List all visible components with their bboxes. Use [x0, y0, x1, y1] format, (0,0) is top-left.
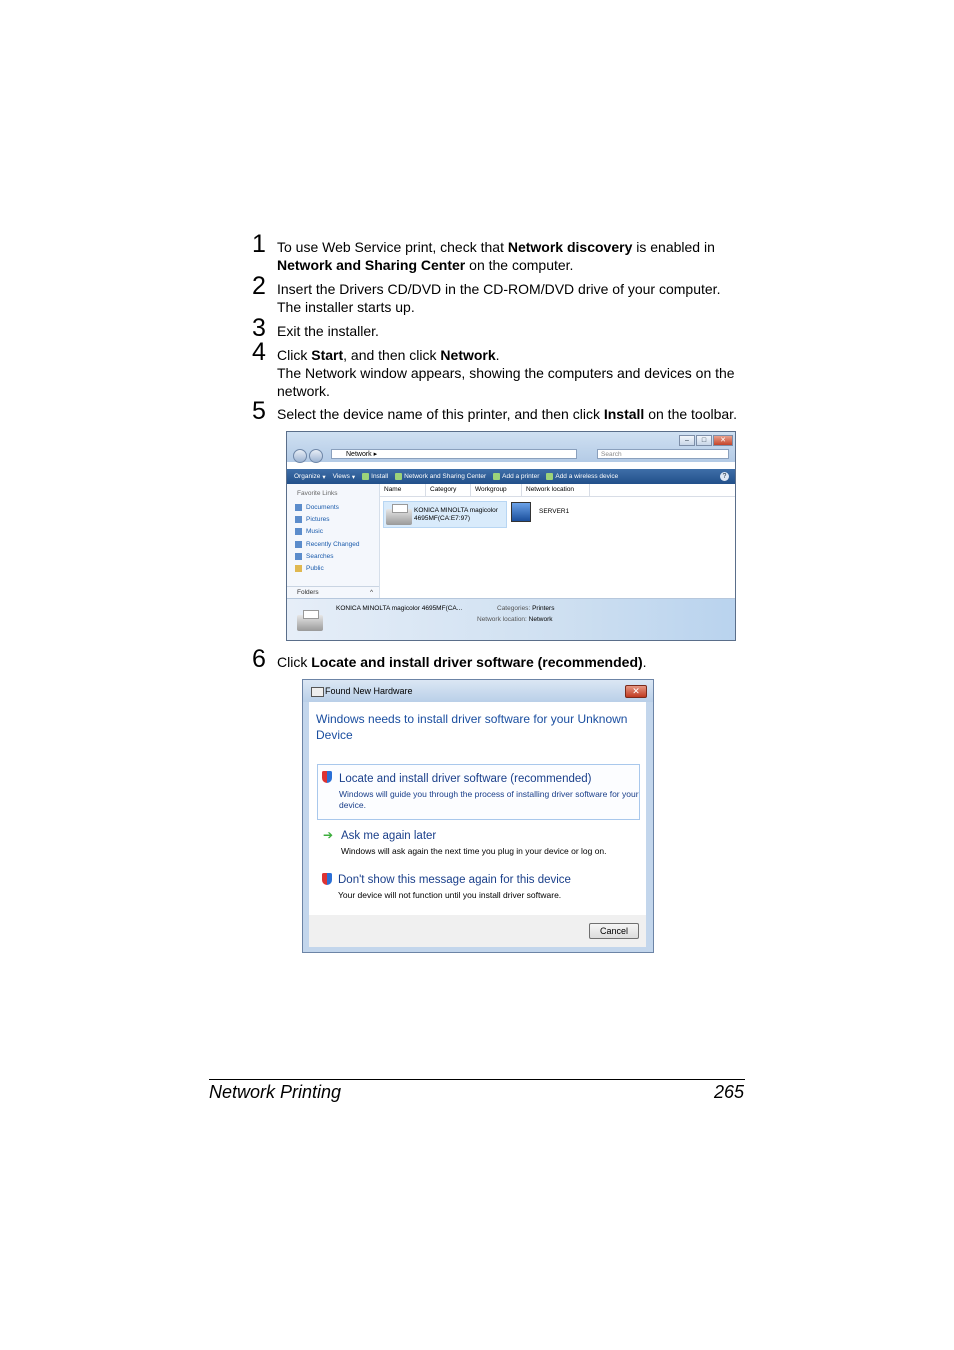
step-number-4: 4 [252, 338, 266, 366]
printer-icon [386, 509, 412, 525]
toolbar [287, 469, 735, 484]
search-input[interactable]: Search [597, 449, 729, 459]
details-categories: Categories: Printers [497, 605, 555, 612]
dialog-title-bar [303, 680, 653, 702]
found-new-hardware-dialog [302, 679, 654, 953]
help-icon[interactable]: ? [720, 472, 729, 481]
column-name[interactable]: Name [380, 484, 426, 496]
toolbar-network-sharing-center[interactable]: Network and Sharing Center [395, 473, 486, 480]
step-number-3: 3 [252, 314, 266, 342]
server-item-label[interactable]: SERVER1 [539, 508, 570, 515]
window-controls [679, 435, 733, 446]
forward-arrow-icon[interactable] [309, 449, 323, 463]
window-title-bar [287, 432, 735, 462]
step-number-1: 1 [252, 230, 266, 258]
cancel-button[interactable]: Cancel [589, 923, 639, 939]
nav-item-pictures[interactable]: Pictures [295, 516, 329, 523]
green-arrow-icon: ➔ [323, 828, 334, 842]
maximize-icon[interactable]: □ [696, 435, 712, 446]
nav-item-documents[interactable]: Documents [295, 504, 339, 511]
toolbar-views[interactable]: Views ▾ [332, 473, 356, 481]
footer-section-title: Network Printing [209, 1082, 342, 1102]
documents-icon [295, 504, 302, 511]
dialog-footer [309, 915, 646, 947]
device-name-line2: 4695MF(CA:E7:97) [414, 515, 470, 522]
hardware-icon [311, 687, 324, 697]
page-number: 265 [714, 1082, 745, 1102]
music-icon [295, 528, 302, 535]
details-device-name: KONICA MINOLTA magicolor 4695MF(CA... [336, 605, 463, 612]
favorite-links-heading: Favorite Links [297, 490, 338, 497]
address-bar[interactable]: Network ▸ [331, 449, 577, 459]
step-number-5: 5 [252, 397, 266, 425]
chevron-up-icon: ^ [369, 589, 373, 596]
toolbar-add-wireless-device[interactable]: Add a wireless device [546, 473, 618, 480]
option-dont-show-desc: Your device will not function until you install driver software. [338, 890, 562, 900]
back-arrow-icon[interactable] [293, 449, 307, 463]
column-network-location[interactable]: Network location [522, 484, 590, 496]
printer-device-item[interactable] [383, 501, 507, 528]
folders-toggle[interactable]: Folders ^ [287, 586, 379, 598]
printer-small-icon [493, 473, 500, 480]
toolbar-organize[interactable]: Organize ▾ [294, 473, 326, 481]
option-locate-install[interactable] [317, 764, 640, 820]
close-icon[interactable]: ✕ [625, 685, 647, 698]
navigation-pane [287, 484, 380, 598]
dialog-body [309, 702, 646, 915]
step-2-text: Insert the Drivers CD/DVD in the CD-ROM/DVD drive of your computer. The installer starts up. [277, 281, 721, 315]
pictures-icon [295, 516, 302, 523]
step-number-2: 2 [252, 272, 266, 300]
option-ask-later-desc: Windows will ask again the next time you plug in your device or log on. [341, 846, 607, 856]
nav-item-recently-changed[interactable]: Recently Changed [295, 541, 359, 548]
step-4-text: Click Start, and then click Network. The Network window appears, showing the computers and devices on the network. [277, 347, 735, 399]
step-3-text: Exit the installer. [277, 323, 379, 339]
close-icon[interactable]: ✕ [713, 435, 733, 446]
step-1-text: To use Web Service print, check that Network discovery is enabled in Network and Sharing Center on the computer. [277, 239, 715, 273]
option-locate-install-desc: Windows will guide you through the process of installing driver software for your device. [339, 789, 639, 810]
device-name-line1: KONICA MINOLTA magicolor [414, 507, 498, 514]
searches-icon [295, 553, 302, 560]
column-headers [380, 484, 735, 497]
step-number-6: 6 [252, 645, 266, 673]
details-pane [287, 598, 735, 641]
shield-icon [322, 873, 332, 885]
dialog-heading: Windows needs to install driver software for your Unknown Device [316, 712, 628, 742]
install-icon [362, 473, 369, 480]
network-window-screenshot [286, 431, 736, 641]
printer-large-icon [297, 615, 323, 631]
network-icon [395, 473, 402, 480]
toolbar-add-printer[interactable]: Add a printer [493, 473, 539, 480]
option-locate-install-title: Locate and install driver software (recommended) [339, 773, 592, 785]
option-ask-later-title: Ask me again later [341, 830, 437, 842]
details-network-location: Network location: Network [477, 616, 553, 623]
wireless-icon [546, 473, 553, 480]
nav-item-searches[interactable]: Searches [295, 553, 333, 560]
minimize-icon[interactable]: – [679, 435, 695, 446]
address-text: Network [346, 451, 372, 458]
option-dont-show-title: Don't show this message again for this device [338, 874, 571, 886]
step-6-text: Click Locate and install driver software (recommended). [277, 654, 647, 670]
nav-item-public[interactable]: Public [295, 565, 324, 572]
footer-divider [209, 1079, 745, 1080]
shield-icon [322, 771, 332, 783]
recent-icon [295, 541, 302, 548]
toolbar-install[interactable]: Install [362, 473, 388, 480]
public-folder-icon [295, 565, 302, 572]
dialog-title: Found New Hardware [325, 686, 413, 696]
computer-icon[interactable] [511, 502, 531, 522]
column-workgroup[interactable]: Workgroup [471, 484, 522, 496]
nav-item-music[interactable]: Music [295, 528, 323, 535]
column-category[interactable]: Category [426, 484, 471, 496]
step-5-text: Select the device name of this printer, and then click Install on the toolbar. [277, 406, 737, 422]
